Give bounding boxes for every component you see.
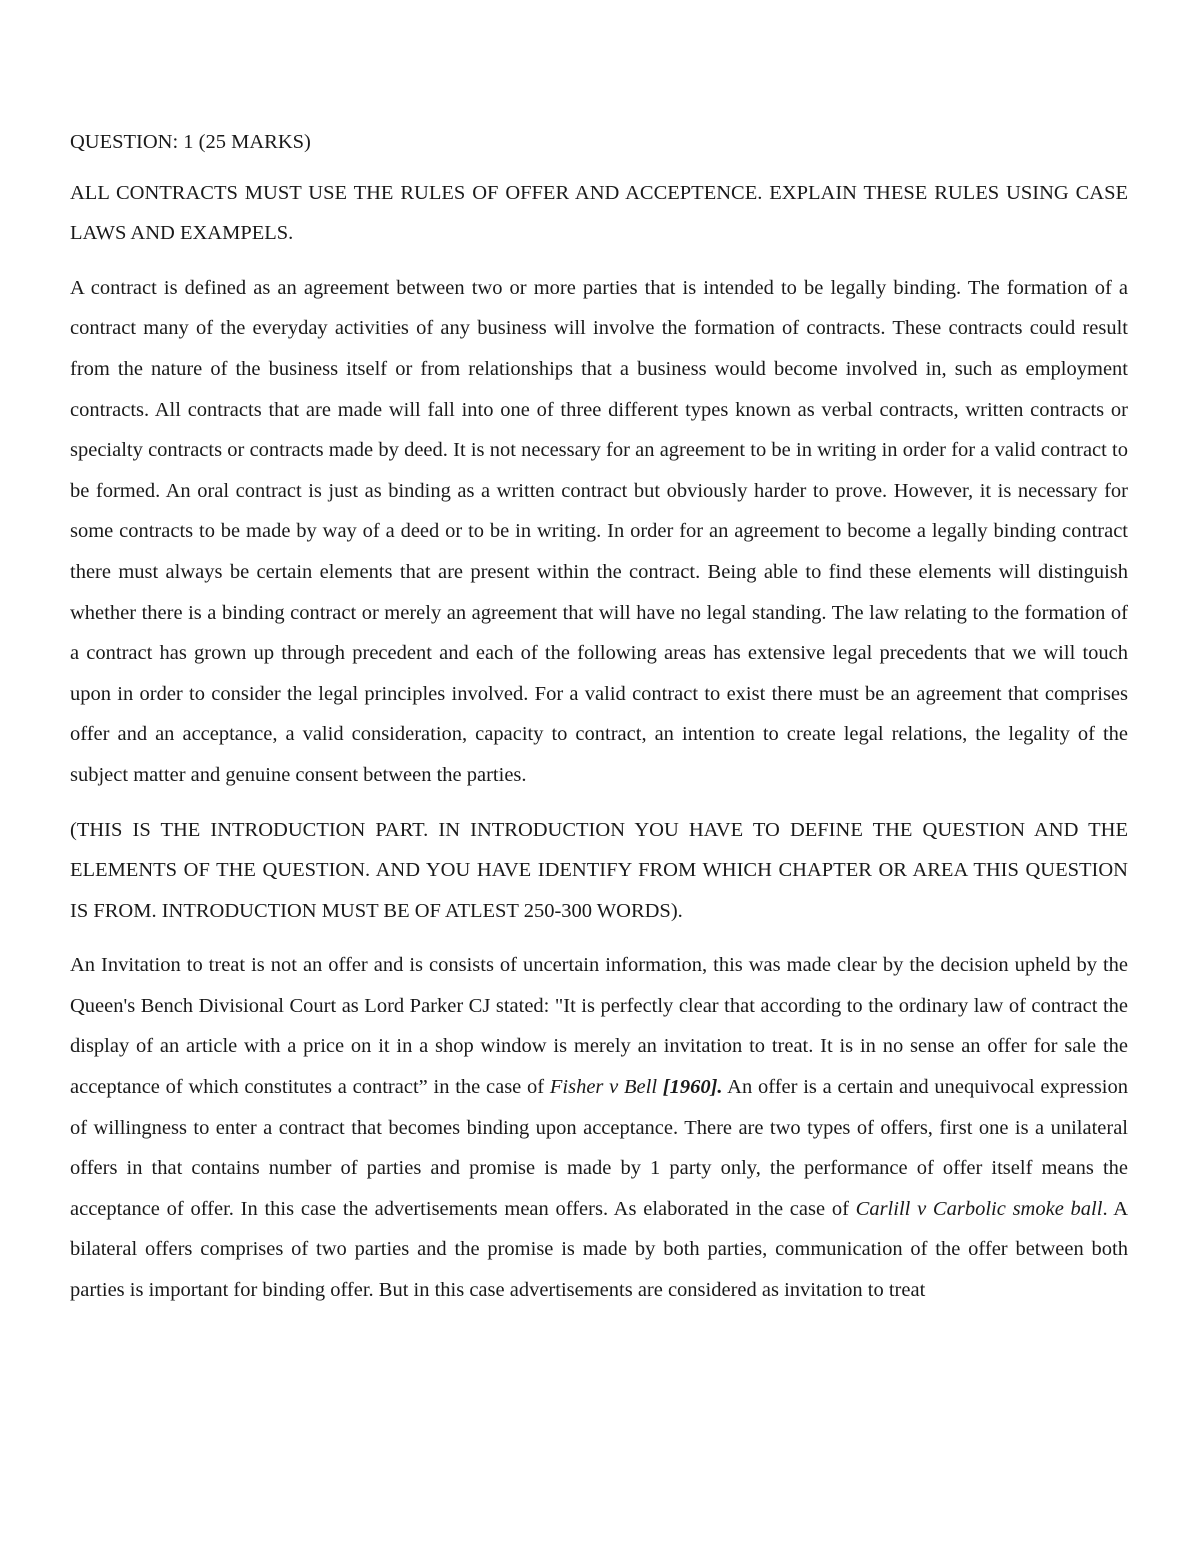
paragraph-text-part-2: An offer is a certain and unequivocal expression of willingness to enter a contract that becomes binding upon acceptance. There are two types of offers, first one is a unilateral offers in that contains number of parties and promise is made by 1 party only, the performance of offer itself means the acceptance of offer. In this case the advertisements mean offers. As elaborated in the case of <box>70 1076 1128 1220</box>
instruction-note: (THIS IS THE INTRODUCTION PART. IN INTRODUCTION YOU HAVE TO DEFINE THE QUESTION AND THE ELEMENTS OF THE QUESTION. AND YOU HAVE IDENTIFY FROM WHICH CHAPTER OR AREA THIS QUESTION IS FROM. INTRODUCTION MUST BE OF ATLEST 250-300 WORDS). <box>70 818 1128 922</box>
case-citation-carlill: Carlill v Carbolic smoke ball <box>855 1197 1103 1220</box>
question-heading: QUESTION: 1 (25 MARKS) <box>70 131 311 153</box>
case-citation-year: [1960]. <box>662 1076 723 1099</box>
paragraph-text-part-3: . A bilateral offers comprises of two parties and the promise is made by both parties, communication of the offer between both parties is important for binding offer. But in this case advertisements are considered as invitation to treat <box>70 1197 1128 1302</box>
paragraph-text-part-1: An Invitation to treat is not an offer and is consists of uncertain information, this was made clear by the decision upheld by the Queen's Bench Divisional Court as Lord Parker CJ stated: "It is perfectly clear that according to the ordinary law of contract the display of an article with a price on it in a shop window is merely an invitation to treat. It is in no sense an offer for sale the acceptance of which constitutes a contract” in the case of <box>70 954 1128 1099</box>
case-citation-fisher-v-bell: Fisher v Bell <box>549 1076 663 1099</box>
introduction-paragraph: A contract is defined as an agreement between two or more parties that is intended to be legally binding. The formation of a contract many of the everyday activities of any business will involve the formation of contracts. These contracts could result from the nature of the business itself or from relationships that a business would become involved in, such as employment contracts. All contracts that are made will fall into one of three different types known as verbal contracts, written contracts or specialty contracts or contracts made by deed. It is not necessary for an agreement to be in writing in order for a valid contract to be formed. An oral contract is just as binding as a written contract but obviously harder to prove. However, it is necessary for some contracts to be made by way of a deed or to be in writing. In order for an agreement to become a legally binding contract there must always be certain elements that are present within the contract. Being able to find these elements will distinguish whether there is a binding contract or merely an agreement that will have no legal standing. The law relating to the formation of a contract has grown up through precedent and each of the following areas has extensive legal precedents that we will touch upon in order to consider the legal principles involved. For a valid contract to exist there must be an agreement that comprises offer and an acceptance, a valid consideration, capacity to contract, an intention to create legal relations, the legality of the subject matter and genuine consent between the parties. <box>70 276 1128 786</box>
question-text: ALL CONTRACTS MUST USE THE RULES OF OFFER AND ACCEPTENCE. EXPLAIN THESE RULES USING CASE LAWS AND EXAMPELS. <box>70 181 1128 245</box>
invitation-to-treat-paragraph <box>70 945 1128 1310</box>
document-page <box>70 122 1128 1325</box>
